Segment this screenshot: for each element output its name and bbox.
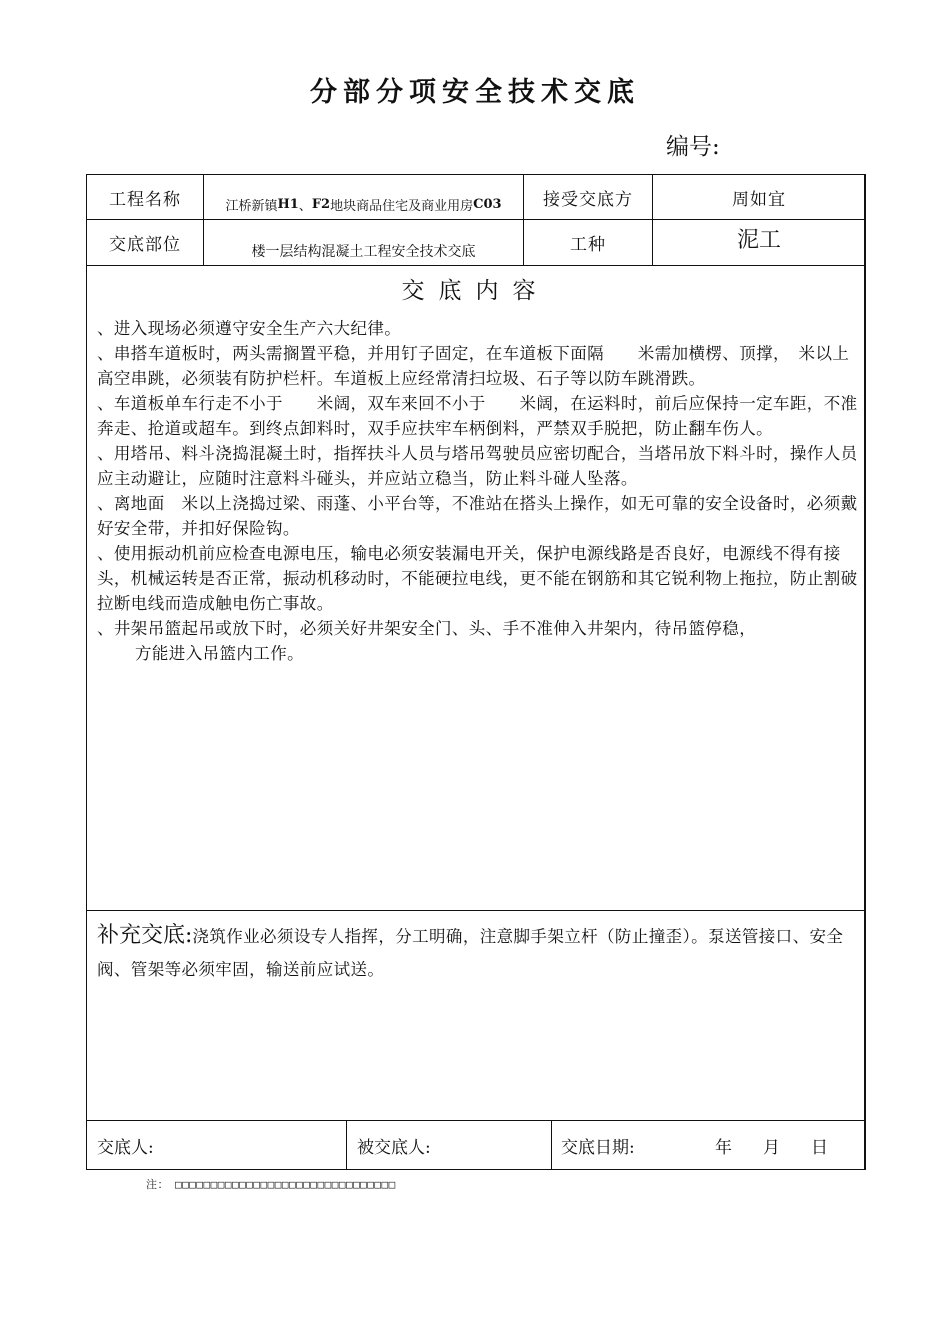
project-name-part: 、 — [298, 198, 312, 214]
content-item: 、进入现场必须遵守安全生产六大纪律。 — [97, 319, 402, 338]
project-name-part: 江桥新镇 — [225, 198, 278, 214]
content-item: 、井架吊篮起吊或放下时，必须关好井架安全门、头、手不准伸入井架内，待吊篮停稳， — [97, 619, 757, 638]
date-month: 月 — [763, 1137, 780, 1158]
receiver-value: 周如宜 — [732, 189, 786, 210]
row-divider — [87, 910, 864, 911]
date-day: 日 — [811, 1137, 828, 1158]
content-item: 、使用振动机前应检查电源电压，输电必须安装漏电开关，保护电源线路是否良好，电源线不得有接头，机械运转是否正常，振动机移动时，不能硬拉电线，更不能在钢筋和其它锐利物上拖拉，防止割破拉断电线而造成触电伤亡事故。 — [97, 544, 858, 613]
supplement-text: 浇筑作业必须设专人指挥，分工明确，注意脚手架立杆（防止撞歪）。泵送管接口、安全阀、管架等必须牢固，输送前应试送。 — [97, 927, 844, 979]
disclosure-form — [86, 174, 866, 1170]
content-item: 、用塔吊、料斗浇捣混凝土时，指挥扶斗人员与塔吊驾驶员应密切配合，当塔吊放下料斗时，操作人员应主动避让，应随时注意料斗碰头，并应站立稳当，防止料斗碰人坠落。 — [97, 444, 858, 488]
document-number-label: 编号: — [666, 134, 720, 160]
project-name-part: F2 — [311, 196, 331, 212]
project-name-label: 工程名称 — [109, 189, 181, 210]
supplement-section — [97, 919, 861, 986]
project-name-part: 地块商品住宅及商业用房 — [330, 198, 474, 214]
col-divider — [551, 1120, 552, 1170]
col-divider — [346, 1120, 347, 1170]
supplement-label: 补充交底: — [97, 923, 193, 948]
date-year: 年 — [715, 1137, 732, 1158]
document-title: 分部分项安全技术交底 — [310, 77, 640, 108]
work-type-value: 泥工 — [736, 227, 781, 253]
receiver-signature-label: 被交底人: — [357, 1137, 431, 1158]
work-type-label: 工种 — [570, 235, 606, 255]
location-value: 楼一层结构混凝土工程安全技术交底 — [251, 243, 476, 260]
row-divider — [87, 265, 864, 266]
disclosure-content — [97, 316, 861, 666]
content-item: 、离地面 米以上浇捣过梁、雨蓬、小平台等，不准站在搭头上操作，如无可靠的安全设备时，必须戴好安全带，并扣好保险钩。 — [97, 494, 858, 538]
row-divider — [87, 1120, 864, 1121]
content-item-continuation: 方能进入吊篮内工作。 — [135, 644, 304, 663]
date-label: 交底日期: — [561, 1137, 635, 1158]
project-name-part: C03 — [473, 196, 502, 212]
content-item: 、车道板单车行走不小于 米阔，双车来回不小于 米阔，在运料时，前后应保持一定车距，不准奔走、抢道或超车。到终点卸料时，双手应扶牢车柄倒料，严禁双手脱把，防止翻车伤人。 — [97, 394, 858, 438]
project-name-value — [204, 175, 523, 219]
content-section-title: 交底内容 — [401, 278, 550, 304]
location-label: 交底部位 — [109, 235, 181, 255]
project-name-part: H1 — [277, 196, 299, 212]
content-item: 、串搭车道板时，两头需搁置平稳，并用钉子固定，在车道板下面隔 米需加横楞、顶撑， 米以上高空串跳，必须装有防护栏杆。车道板上应经常清扫垃圾、石子等以防车跳滑跌。 — [97, 344, 850, 388]
receiver-label: 接受交底方 — [543, 189, 633, 210]
giver-signature-label: 交底人: — [97, 1137, 154, 1158]
footnote: 注： □□□□□□□□□□□□□□□□□□□□□□□□□□□□□□□ — [146, 1178, 396, 1191]
